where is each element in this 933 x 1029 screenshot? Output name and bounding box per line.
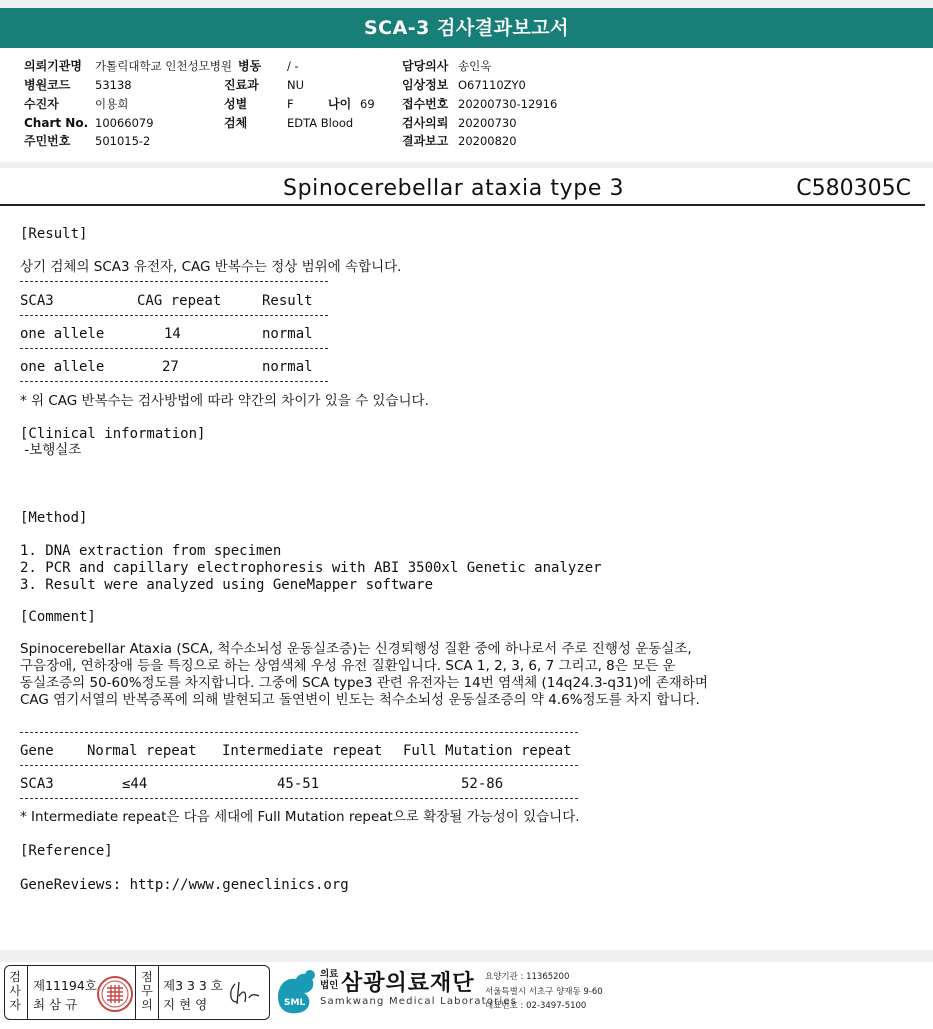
allele-cag-value: 14: [164, 326, 181, 342]
comment-heading: [Comment]: [20, 609, 96, 625]
top-strip: [0, 0, 933, 8]
repeat-table-rule-mid: [20, 765, 578, 766]
clinical-heading: [Clinical information]: [20, 426, 206, 442]
patient-info-col3: 담당의사 송인욱 임상정보 O67110ZY0 접수번호 20200730-12916 검사의뢰 20200730 결과보고 20200820: [402, 59, 558, 148]
result-table-rule-top: [20, 281, 328, 282]
repeat-gene: SCA3: [20, 776, 54, 792]
sml-logo-icon: [272, 967, 320, 1017]
approver-name: 지 현 영: [163, 997, 208, 1012]
logo-badge-text: SML: [284, 998, 306, 1008]
comment-line: 동실조증의 50-60%정도를 차지합니다. 그중에 SCA type3 관련 유전자는 14번 염색체 (14q24.3-q31)에 존재하며: [20, 675, 708, 691]
result-table-rule-mid: [20, 315, 328, 316]
footer-divider: [0, 950, 933, 962]
comment-line: Spinocerebellar Ataxia (SCA, 척수소뇌성 운동실조증)는 신경퇴행성 질환 중에 하나로서 주로 진행성 운동실조,: [20, 641, 692, 657]
repeat-full: 52-86: [461, 776, 504, 792]
result-heading: [Result]: [20, 226, 88, 242]
repeat-note: * Intermediate repeat은 다음 세대에 Full Mutation repeat으로 확장될 가능성이 있습니다.: [20, 809, 580, 825]
org-name: 삼광의료재단: [341, 971, 475, 996]
sig-divider: [27, 966, 28, 1019]
org-english-name: Samkwang Medical Laboratories: [320, 996, 518, 1007]
org-prefix: 의료 법인: [320, 969, 339, 991]
report-header: SCA-3 검사결과보고서: [0, 8, 933, 48]
repeat-header-intermediate: Intermediate repeat: [222, 743, 383, 759]
comment-line: CAG 염기서열의 반복증폭에 의해 발현되고 돌연변이 빈도는 척수소뇌성 운동실조증의 약 4.6%정도를 차지 합니다.: [20, 692, 700, 708]
result-header-result: Result: [262, 293, 313, 309]
repeat-header-full: Full Mutation repeat: [403, 743, 572, 759]
allele-result: normal: [262, 326, 313, 342]
result-table-rule-row1: [20, 348, 328, 349]
method-heading: [Method]: [20, 510, 88, 526]
sig-divider: [158, 966, 159, 1019]
signature-box: 검 사 자 제11194호 최 삼 규 점 무 의 제3 3 3 호 지 현 영: [4, 965, 270, 1020]
allele-label: one allele: [20, 326, 105, 342]
repeat-header-gene: Gene: [20, 743, 54, 759]
org-address: 서울특별시 서초구 양재동 9-60: [485, 987, 603, 997]
repeat-header-normal: Normal repeat: [87, 743, 197, 759]
info-divider: [0, 162, 933, 168]
test-code: C580305C: [796, 176, 911, 201]
result-note: * 위 CAG 반복수는 검사방법에 따라 약간의 차이가 있을 수 있습니다.: [20, 393, 429, 409]
result-table-rule-bottom: [20, 381, 328, 382]
result-summary: 상기 검체의 SCA3 유전자, CAG 반복수는 정상 범위에 속합니다.: [20, 259, 402, 275]
repeat-table-rule-top: [20, 732, 578, 733]
examiner-name: 최 삼 규: [33, 997, 78, 1012]
org-code: 요양기관 : 11365200: [485, 972, 570, 982]
method-item: 2. PCR and capillary electrophoresis with ABI 3500xl Genetic analyzer: [20, 560, 602, 576]
patient-info-col2: 병동 / - 진료과 NU 성별 F 나이 69 검체 EDTA Blood: [224, 59, 375, 130]
method-item: 1. DNA extraction from specimen: [20, 543, 282, 559]
repeat-normal: ≤44: [122, 776, 148, 792]
org-phone: 대표번호 : 02-3497-5100: [485, 1001, 587, 1011]
comment-line: 구음장애, 연하장애 등을 특징으로 하는 상염색체 우성 유전 질환입니다. SCA 1, 2, 3, 6, 7 그리고, 8은 모든 운: [20, 658, 676, 674]
examiner-seal-icon: [97, 976, 133, 1012]
allele-cag-value: 27: [162, 359, 179, 375]
clinical-text: -보행실조: [20, 442, 82, 458]
reference-heading: [Reference]: [20, 843, 113, 859]
allele-label: one allele: [20, 359, 105, 375]
allele-result: normal: [262, 359, 313, 375]
method-item: 3. Result were analyzed using GeneMapper software: [20, 577, 434, 593]
repeat-table-rule-bottom: [20, 798, 578, 799]
result-header-cag: CAG repeat: [137, 293, 222, 309]
test-name: Spinocerebellar ataxia type 3: [283, 176, 625, 201]
approver-license: 제3 3 3 호: [163, 978, 223, 993]
examiner-license: 제11194호: [33, 978, 97, 993]
repeat-intermediate: 45-51: [277, 776, 320, 792]
reference-text: GeneReviews: http://www.geneclinics.org: [20, 877, 349, 893]
patient-info-col1: 의뢰기관명 가톨릭대학교 인천성모병원 병원코드 53138 수진자 이용희 Chart No. 10066079 주민번호 501015-2: [24, 59, 232, 148]
test-title-row: [0, 176, 925, 206]
sig-divider: [135, 966, 136, 1019]
approver-signature-icon: [225, 976, 265, 1010]
result-header-gene: SCA3: [20, 293, 54, 309]
